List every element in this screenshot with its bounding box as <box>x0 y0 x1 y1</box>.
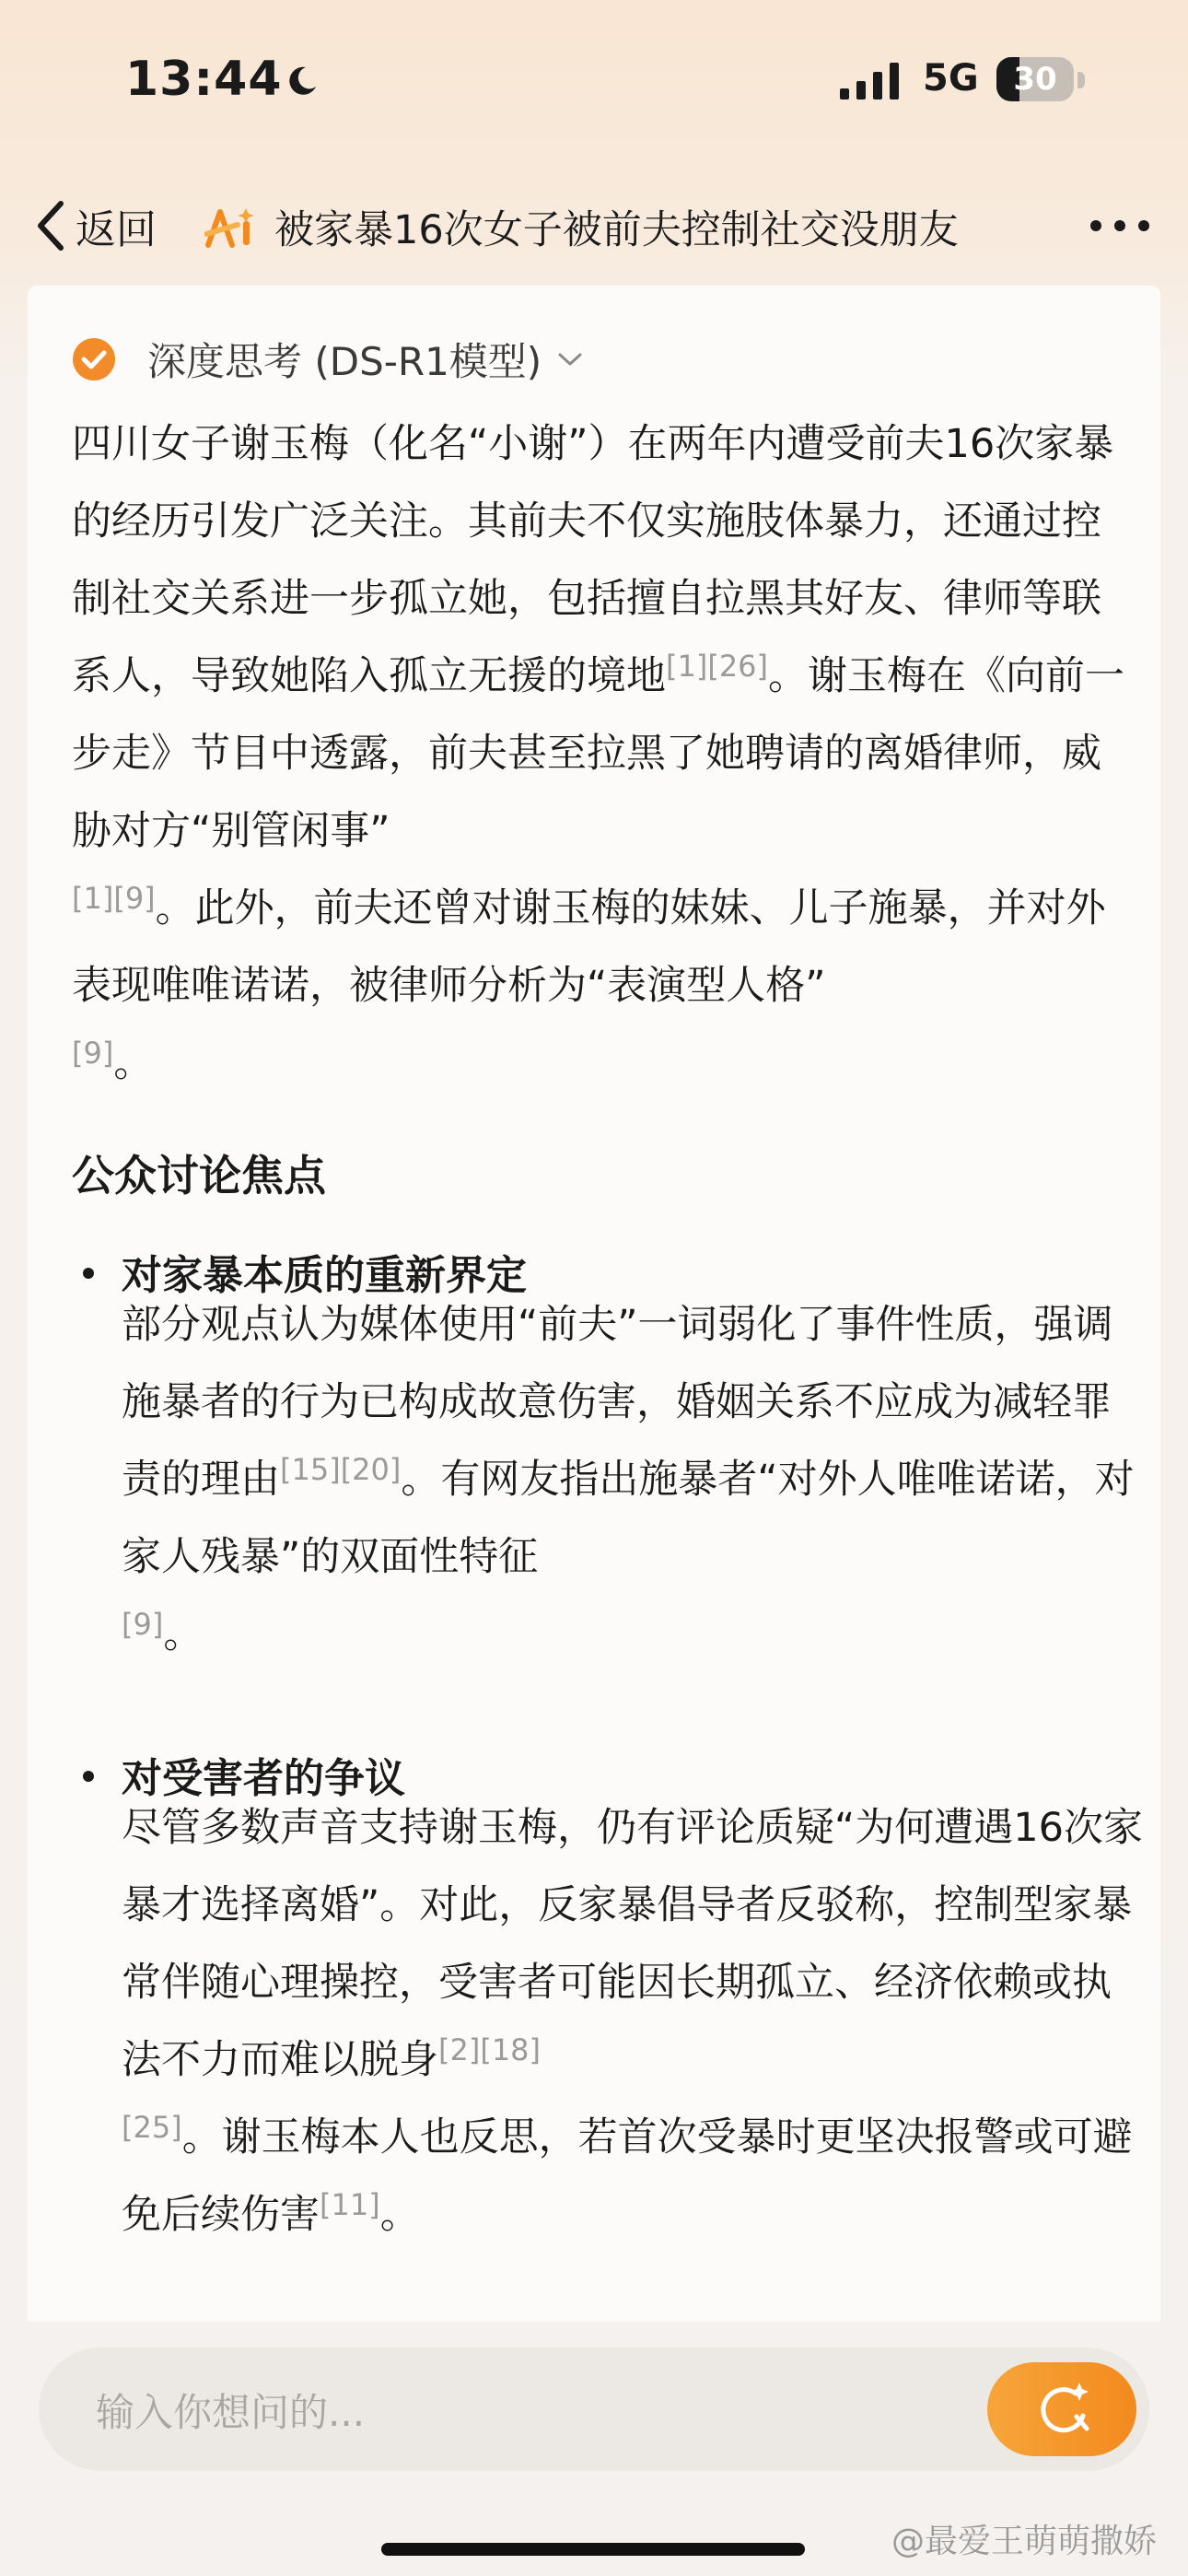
deep-think-label: 深度思考 (DS-R1模型) <box>147 339 542 384</box>
chat-input-bar[interactable] <box>39 2348 1149 2471</box>
back-button[interactable] <box>33 193 157 258</box>
citation-link[interactable]: [25] <box>122 2110 182 2145</box>
chat-input-placeholder[interactable]: 输入你想问的... <box>96 2390 366 2435</box>
section-heading: 公众讨论焦点 <box>72 1151 326 1200</box>
answer-card <box>28 286 1160 2322</box>
intro-text-4: 。 <box>113 1040 154 1086</box>
citation-link[interactable]: [9] <box>122 1607 164 1642</box>
more-icon[interactable] <box>1087 203 1153 249</box>
bullet-dot <box>83 1771 94 1782</box>
moon-icon <box>285 64 319 98</box>
ai-logo-icon <box>204 205 260 251</box>
network-type-label: 5G <box>923 57 979 100</box>
bullet-text: 尽管多数声音支持谢玉梅，仍有评论质疑“为何遭遇16次家暴才选择离婚”。对此，反家暴倡导者反驳称，控制型家暴常伴随心理操控，受害者可能因长期孤立、经济依赖或执法不力而难以脱身 <box>122 1805 1143 2083</box>
chevron-left-icon <box>33 198 70 253</box>
bullet-body <box>122 1789 1144 2254</box>
cellular-signal-icon <box>840 63 901 100</box>
bullet-text: 部分观点认为媒体使用“前夫”一词弱化了事件性质，强调施暴者的行为已构成故意伤害，婚姻关系不应成为减轻罪责的理由 <box>122 1302 1113 1503</box>
send-button[interactable] <box>987 2362 1136 2456</box>
bullet-title: 对家暴本质的重新界定 <box>122 1252 527 1299</box>
bullet-text: 。谢玉梅本人也反思，若首次受暴时更坚决报警或可避免后续伤害 <box>122 2114 1133 2238</box>
intro-text-3: 。此外，前夫还曾对谢玉梅的妹妹、儿子施暴，并对外表现唯唯诺诺，被律师分析为“表演型人格” <box>72 885 1106 1009</box>
chevron-down-icon <box>556 350 584 369</box>
back-label: 返回 <box>76 206 157 253</box>
sparkle-search-icon <box>1035 2381 1092 2438</box>
intro-text-2: 。谢玉梅在《向前一步走》节目中透露，前夫甚至拉黑了她聘请的离婚律师，威胁对方“别管闲事” <box>72 653 1125 854</box>
citation-link[interactable]: [9] <box>72 1036 114 1071</box>
bullet-text: 。有网友指出施暴者“对外人唯唯诺诺，对家人残暴”的双面性特征 <box>122 1457 1135 1580</box>
status-bar <box>0 0 1188 157</box>
watermark: @最爱王萌萌撒娇 <box>891 2523 1158 2560</box>
bullet-body <box>122 1286 1144 1673</box>
battery-percent: 30 <box>1013 61 1057 98</box>
page-title: 被家暴16次女子被前夫控制社交没朋友 <box>274 207 959 253</box>
bullet-dot <box>83 1268 94 1279</box>
check-circle-icon <box>72 337 116 381</box>
citation-link[interactable]: [11] <box>320 2187 380 2222</box>
deep-think-toggle[interactable] <box>72 330 584 389</box>
citation-link[interactable]: [15][20] <box>280 1452 402 1487</box>
status-time: 13:44 <box>125 52 283 107</box>
citation-link[interactable]: [1][26] <box>666 649 769 684</box>
bullet-text: 。 <box>379 2192 420 2238</box>
bullet-text: 。 <box>163 1611 204 1657</box>
battery-icon <box>996 57 1089 103</box>
battery-tip <box>1077 72 1085 88</box>
nav-header <box>0 175 1188 276</box>
citation-link[interactable]: [2][18] <box>438 2032 542 2067</box>
citation-link[interactable]: [1][9] <box>72 881 156 916</box>
intro-text-1: 四川女子谢玉梅（化名“小谢”）在两年内遭受前夫16次家暴的经历引发广泛关注。其前夫不仅实施肢体暴力，还通过控制社交关系进一步孤立她，包括擅自拉黑其好友、律师等联系人，导致她陷入孤立无援的境地 <box>72 421 1114 699</box>
intro-paragraph <box>72 405 1140 1102</box>
battery-body <box>996 57 1074 101</box>
home-indicator[interactable] <box>381 2543 805 2556</box>
bullet-title: 对受害者的争议 <box>122 1755 405 1802</box>
